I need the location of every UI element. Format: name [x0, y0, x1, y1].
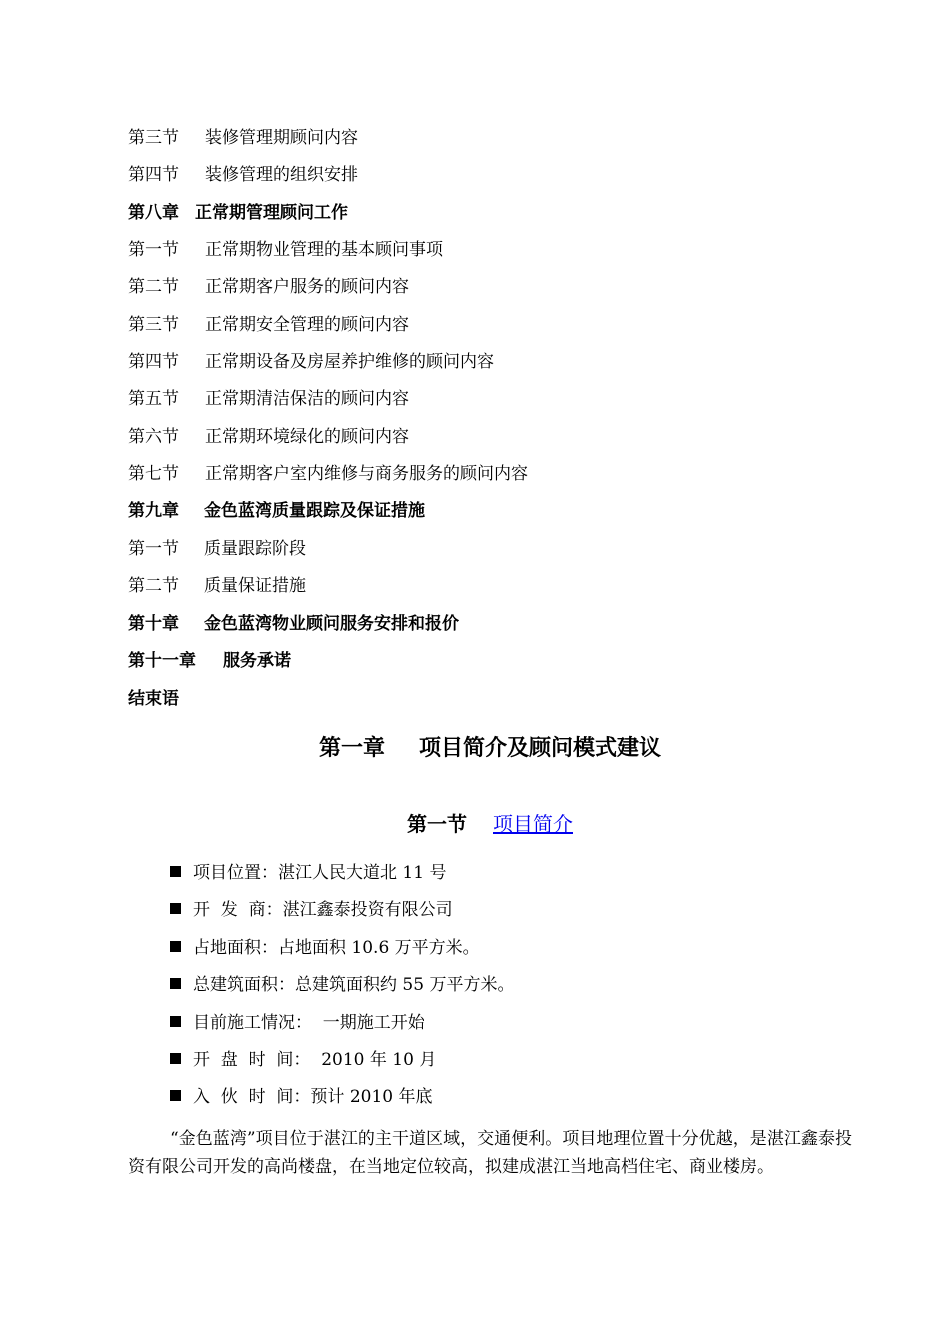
toc-entry — [128, 276, 409, 298]
square-bullet-icon — [170, 903, 181, 914]
toc-entry — [128, 538, 306, 560]
project-description-paragraph: “金色蓝湾”项目位于湛江的主干道区域，交通便利。项目地理位置十分优越，是湛江鑫泰投资有限公司开发的高尚楼盘，在当地定位较高，拟建成湛江当地高档住宅、商业楼房。 — [128, 1129, 852, 1177]
toc-entry — [128, 239, 443, 261]
square-bullet-icon — [170, 1053, 181, 1064]
toc-chapter-entry — [128, 650, 291, 672]
info-bullet-text: 目前施工情况： 一期施工开始 — [193, 1013, 425, 1033]
toc-entry-label: 第三节 — [128, 128, 179, 148]
chapter-heading — [0, 733, 950, 763]
toc-entry — [128, 127, 358, 149]
toc-entry-title: 质量保证措施 — [204, 576, 306, 596]
toc-entry-title: 正常期管理顾问工作 — [195, 203, 348, 223]
square-bullet-icon — [170, 978, 181, 989]
info-bullet — [170, 937, 480, 959]
info-bullet-text: 总建筑面积：总建筑面积约 55 万平方米。 — [193, 975, 515, 995]
toc-entry-label: 第十一章 — [128, 651, 196, 671]
toc-chapter-entry — [128, 688, 179, 710]
toc-entry-title: 正常期客户服务的顾问内容 — [205, 277, 409, 297]
toc-entry-title: 正常期清洁保洁的顾问内容 — [205, 389, 409, 409]
toc-entry-title: 装修管理的组织安排 — [205, 165, 358, 185]
toc-entry-title: 质量跟踪阶段 — [204, 539, 306, 559]
square-bullet-icon — [170, 1090, 181, 1101]
toc-entry-title: 正常期安全管理的顾问内容 — [205, 315, 409, 335]
toc-entry-title: 装修管理期顾问内容 — [205, 128, 358, 148]
toc-entry — [128, 426, 409, 448]
toc-entry-label: 第二节 — [128, 277, 179, 297]
toc-entry-title: 金色蓝湾物业顾问服务安排和报价 — [204, 614, 459, 634]
info-bullet — [170, 899, 453, 921]
info-bullet-text: 项目位置：湛江人民大道北 11 号 — [193, 863, 447, 883]
toc-chapter-entry — [128, 202, 348, 224]
toc-entry-label: 第二节 — [128, 576, 179, 596]
toc-entry-title: 正常期环境绿化的顾问内容 — [205, 427, 409, 447]
toc-entry — [128, 314, 409, 336]
info-bullet-text: 开 盘 时 间： 2010 年 10 月 — [193, 1050, 437, 1070]
section-heading — [0, 810, 950, 838]
toc-entry-title: 正常期设备及房屋养护维修的顾问内容 — [205, 352, 494, 372]
toc-entry-title: 正常期客户室内维修与商务服务的顾问内容 — [205, 464, 528, 484]
chapter-heading-title: 项目简介及顾问模式建议 — [419, 735, 662, 761]
toc-chapter-entry — [128, 500, 425, 522]
toc-entry-label: 第九章 — [128, 501, 179, 521]
toc-entry-label: 第十章 — [128, 614, 179, 634]
toc-entry-label: 第六节 — [128, 427, 179, 447]
chapter-heading-label: 第一章 — [318, 735, 385, 761]
toc-entry-label: 第一节 — [128, 240, 179, 260]
toc-entry-label: 第三节 — [128, 315, 179, 335]
info-bullet — [170, 1086, 433, 1108]
info-bullet — [170, 1049, 436, 1071]
info-bullet — [170, 974, 514, 996]
toc-entry — [128, 388, 409, 410]
toc-entry-title: 金色蓝湾质量跟踪及保证措施 — [204, 501, 425, 521]
square-bullet-icon — [170, 866, 181, 877]
toc-entry-title: 正常期物业管理的基本顾问事项 — [205, 240, 443, 260]
toc-entry-label: 第七节 — [128, 464, 179, 484]
toc-entry-label: 第四节 — [128, 165, 179, 185]
info-bullet-text: 入 伙 时 间：预计 2010 年底 — [193, 1087, 433, 1107]
toc-entry-title: 服务承诺 — [223, 651, 291, 671]
info-bullet — [170, 862, 446, 884]
section-title-link[interactable]: 项目简介 — [493, 812, 573, 836]
toc-entry — [128, 164, 358, 186]
square-bullet-icon — [170, 1016, 181, 1027]
toc-entry — [128, 351, 494, 373]
toc-entry-label: 第四节 — [128, 352, 179, 372]
info-bullet-text: 占地面积：占地面积 10.6 万平方米。 — [193, 938, 480, 958]
toc-entry-label: 第八章 — [128, 203, 179, 223]
toc-entry-label: 结束语 — [128, 689, 179, 709]
square-bullet-icon — [170, 941, 181, 952]
toc-chapter-entry — [128, 613, 459, 635]
toc-entry — [128, 463, 528, 485]
toc-entry — [128, 575, 306, 597]
info-bullet — [170, 1012, 425, 1034]
info-bullet-text: 开 发 商：湛江鑫泰投资有限公司 — [193, 900, 453, 920]
section-heading-label: 第一节 — [407, 812, 467, 836]
toc-entry-label: 第一节 — [128, 539, 179, 559]
toc-entry-label: 第五节 — [128, 389, 179, 409]
